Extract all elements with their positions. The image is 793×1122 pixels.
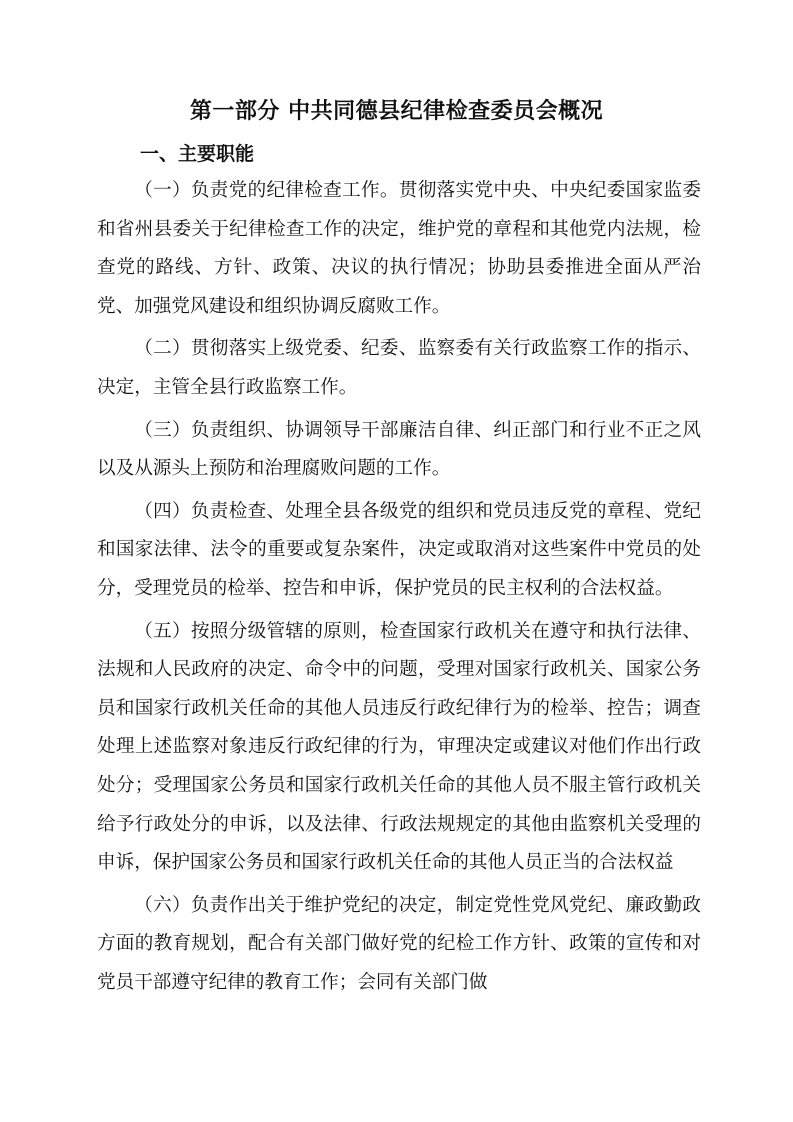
paragraph-3: （三）负责组织、协调领导干部廉洁自律、纠正部门和行业不正之风以及从源头上预防和治理腐败问题的工作。 (97, 419, 701, 480)
page-title: 第一部分 中共同德县纪律检查委员会概况 (189, 99, 604, 124)
section-heading: 一、主要职能 (140, 143, 255, 165)
paragraph-6: （六）负责作出关于维护党纪的决定，制定党性党风党纪、廉政勤政方面的教育规划，配合有关部门做好党的纪检工作方针、政策的宣传和对党员干部遵守纪律的教育工作；会同有关部门做 (97, 894, 701, 993)
document-body (97, 172, 701, 1002)
paragraph-4: （四）负责检查、处理全县各级党的组织和党员违反党的章程、党纪和国家法律、法令的重要或复杂案件，决定或取消对这些案件中党员的处分，受理党员的检举、控告和申诉，保护党员的民主权利的合法权益。 (97, 500, 701, 599)
paragraph-1: （一）负责党的纪律检查工作。贯彻落实党中央、中央纪委国家监委和省州县委关于纪律检查工作的决定，维护党的章程和其他党内法规，检查党的路线、方针、政策、决议的执行情况；协助县委推进全面从严治党、加强党风建设和组织协调反腐败工作。 (97, 180, 701, 317)
paragraph-2: （二）贯彻落实上级党委、纪委、监察委有关行政监察工作的指示、决定，主管全县行政监察工作。 (97, 338, 701, 398)
paragraph-5: （五）按照分级管辖的原则，检查国家行政机关在遵守和执行法律、法规和人民政府的决定、命令中的问题，受理对国家行政机关、国家公务员和国家行政机关任命的其他人员违反行政纪律行为的检举、控告；调查处理上述监察对象违反行政纪律的行为，审理决定或建议对他们作出行政处分；受理国家公务员和国家行政机关任命的其他人员不服主管行政机关给予行政处分的申诉，以及法律、行政法规规定的其他由监察机关受理的申诉，保护国家公务员和国家行政机关任命的其他人员正当的合法权益 (97, 620, 701, 874)
